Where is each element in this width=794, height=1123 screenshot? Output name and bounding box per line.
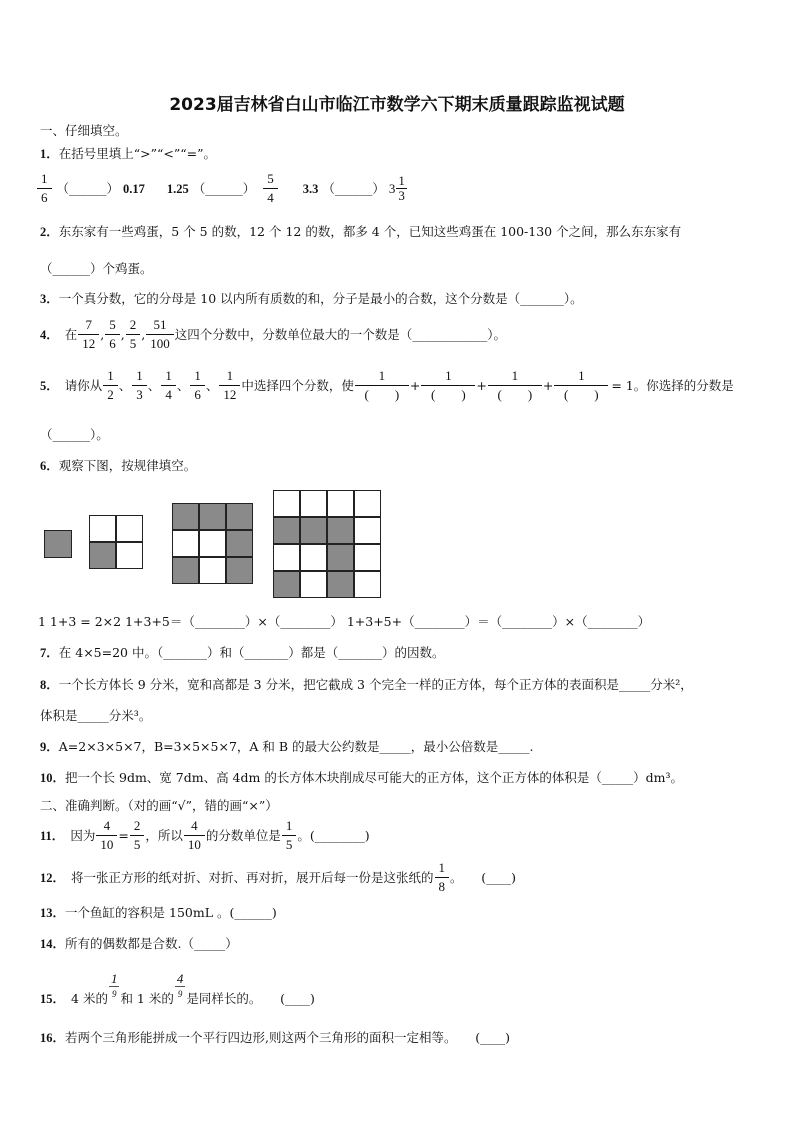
question-number: 8． [40,678,59,692]
question-6-equation-row[interactable]: 1 1+3 = 2×2 1+3+5＝（________）×（________） 1+3+5+（________）＝（________）×（________） [38,614,651,629]
fraction: $\frac{1}{3}$ [398,173,405,203]
question-text: 在 4×5=20 中。（_______）和（_______）都是（_______）的因数。 [58,645,445,660]
question-number: 7． [40,646,59,660]
grid-cell-filled [300,517,327,544]
fraction: $\frac{1}{6}$ [37,170,52,207]
fraction: $\frac{2}{5}$ [130,817,145,854]
grid-cell [273,490,300,517]
question-5: 5． 请你从 $\frac{1}{2}$ 、 $\frac{1}{3}$ 、 $\frac{1}{4}$ 、 $\frac{1}{6}$ 、 $\frac{1}{12}$ 中选择四个分数，使 $\frac{1}{( )}$ + $\frac{1}{( )}$ + $\frac{1}{( )}$ + $\frac{1}{( )}$ = 1 。你选择的分数是 [40,368,734,402]
fraction: $\frac{1}{12}$ [219,367,240,404]
fraction: $\frac{4}{10}$ [96,817,117,854]
question-8-line-2: 体积是_____分米³。 [40,708,152,723]
question-text: A=2×3×5×7，B=3×5×5×7，A 和 B 的最大公约数是_____，最小公倍数是_____. [58,739,534,754]
grid-cell [199,557,226,584]
grid-cell [354,517,381,544]
question-text-pre: 因为 [70,827,96,843]
question-12 [40,859,516,896]
question-1 [40,146,216,162]
grid-cell [300,490,327,517]
fraction: $\frac{1}{4}$ [161,367,176,404]
answer-blank[interactable]: 。(________) [297,827,370,843]
grid-cell [89,515,116,542]
fraction: $\frac{1}{5}$ [282,817,297,854]
fraction: $\frac{5}{4}$ [263,170,278,207]
question-10 [40,770,683,786]
answer-blank[interactable]: 是同样长的。 (____) [186,991,315,1006]
question-6 [40,458,196,474]
fraction: $\frac{1}{2}$ [103,367,118,404]
question-number: 3． [40,292,59,306]
question-text: 所有的偶数都是合数.（_____） [65,936,238,951]
grid-cell-filled [199,503,226,530]
grid-cell [300,544,327,571]
question-number: 2． [40,225,59,239]
grid-cell [116,542,143,569]
grid-cell [300,571,327,598]
question-7 [40,645,444,661]
equals-one: = 1 [611,377,634,393]
grid-cell-filled [226,503,253,530]
grid-cell-filled [226,530,253,557]
question-text: 在括号里填上“>”“<”“=”。 [58,146,217,161]
grid-cell-filled [89,542,116,569]
grid-cell-filled [172,503,199,530]
blank-fraction[interactable]: $\frac{1}{( )}$ [355,367,409,404]
question-16 [40,1030,510,1046]
question-number: 12． [40,870,66,885]
question-4: 4． 在 $\frac{7}{12}$ , $\frac{5}{6}$ , $\frac{2}{5}$ , $\frac{51}{100}$ 这四个分数中，分数单位最大的一个数是（____________）。 [40,317,506,351]
question-5-line-2[interactable]: （______）。 [40,427,109,442]
fraction: $\frac{1}{8}$ [435,859,450,896]
grid-cell [172,530,199,557]
question-text: 把一个长 9dm、宽 7dm、高 4dm 的长方体木块削成尽可能大的正方体，这个正方体的体积是（_____）dm³。 [65,770,683,785]
question-text-pre: 4 米的 [71,991,108,1006]
answer-blank[interactable]: （______） [322,180,385,196]
question-number: 13． [40,906,66,920]
grid-cell [273,544,300,571]
question-number: 16． [40,1031,66,1045]
question-8 [40,677,693,693]
question-text: 若两个三角形能拼成一个平行四边形,则这两个三角形的面积一定相等。 (____) [65,1030,510,1045]
question-text-pre: 在 [64,326,78,342]
mixed-number: 3 $\frac{1}{3}$ [388,173,405,203]
grid-cell [354,544,381,571]
question-2-line-2[interactable]: （______）个鸡蛋。 [40,261,153,276]
question-text-post: 。你选择的分数是 [633,377,734,393]
pattern-grid-2 [89,515,143,569]
question-number: 4． [40,327,59,342]
question-number: 9． [40,740,59,754]
value: 3.3 [302,181,319,196]
grid-cell [354,571,381,598]
grid-cell [199,530,226,557]
question-number: 11． [40,828,65,843]
question-text-mid: 和 1 米的 [120,991,174,1006]
question-number: 6． [40,459,59,473]
question-text: 一个长方体长 9 分米，宽和高都是 3 分米，把它截成 3 个完全一样的正方体，每个正方体的表面积是_____分米²， [58,677,693,692]
answer-blank[interactable]: 。 (____) [450,869,517,885]
question-text-mid2: 的分数单位是 [205,827,281,843]
pattern-grid-4 [273,490,381,598]
grid-cell-filled [226,557,253,584]
fraction: $\frac{4}{9}$ [176,971,184,999]
grid-cell-filled [44,530,72,558]
section-heading-fill-blank: 一、仔细填空。 [40,123,128,138]
question-text: 将一张正方形的纸对折、对折、再对折，展开后每一份是这张纸的 [71,869,434,885]
pattern-grid-3 [172,503,253,584]
question-number: 10． [40,771,66,785]
grid-cell-filled [172,557,199,584]
question-text: 一个真分数，它的分母是 10 以内所有质数的和，分子是最小的合数，这个分数是（_______）。 [58,291,583,306]
grid-cell [116,515,143,542]
question-number: 1． [40,147,59,161]
question-text-mid: 中选择四个分数，使 [241,377,354,393]
question-text-pre: 请你从 [64,377,103,393]
grid-cell-filled [327,544,354,571]
blank-fraction[interactable]: $\frac{1}{( )}$ [554,367,608,404]
grid-cell-filled [327,517,354,544]
blank-fraction[interactable]: $\frac{1}{( )}$ [421,367,475,404]
fraction: $\frac{1}{3}$ [132,367,147,404]
blank-fraction[interactable]: $\frac{1}{( )}$ [488,367,542,404]
question-text: 观察下图，按规律填空。 [58,458,197,473]
question-text: 东东家有一些鸡蛋，5 个 5 的数，12 个 12 的数，都多 4 个，已知这些鸡蛋在 100-130 个之间，那么东东家有 [58,224,682,239]
fraction: $\frac{7}{12}$ [78,316,99,353]
page-title: 2023届吉林省白山市临江市数学六下期末质量跟踪监视试题 [169,95,625,115]
question-9 [40,739,534,755]
question-15 [40,972,315,1007]
question-number: 5． [40,378,59,393]
question-number: 15． [40,992,66,1006]
equals-sign: = [118,827,129,843]
grid-cell [354,490,381,517]
question-2 [40,224,681,240]
question-14 [40,936,238,952]
question-13 [40,905,277,921]
grid-cell [327,490,354,517]
grid-cell-filled [273,517,300,544]
section-heading-true-false: 二、准确判断。（对的画“√”，错的画“×”） [40,798,278,813]
question-text-mid: ，所以 [145,827,183,843]
fraction: $\frac{5}{6}$ [105,316,120,353]
fraction: $\frac{1}{9}$ [110,971,118,999]
grid-cell-filled [327,571,354,598]
question-11 [40,817,370,854]
value: 1.25 [166,181,189,196]
question-3 [40,291,583,307]
question-1-compare-row [36,170,408,207]
fraction: $\frac{2}{5}$ [126,316,141,353]
answer-blank[interactable]: （______） [56,180,120,196]
question-number: 14． [40,937,66,951]
fraction: $\frac{1}{6}$ [190,367,205,404]
fraction: $\frac{51}{100}$ [146,316,174,353]
pattern-grid-1 [44,530,72,558]
fraction: $\frac{4}{10}$ [184,817,205,854]
value: 0.17 [123,181,145,196]
grid-cell-filled [273,571,300,598]
question-text-post: 这四个分数中，分数单位最大的一个数是（____________）。 [174,326,506,342]
question-text: 一个鱼缸的容积是 150mL 。(______) [65,905,277,920]
answer-blank[interactable]: （______） [192,180,256,196]
